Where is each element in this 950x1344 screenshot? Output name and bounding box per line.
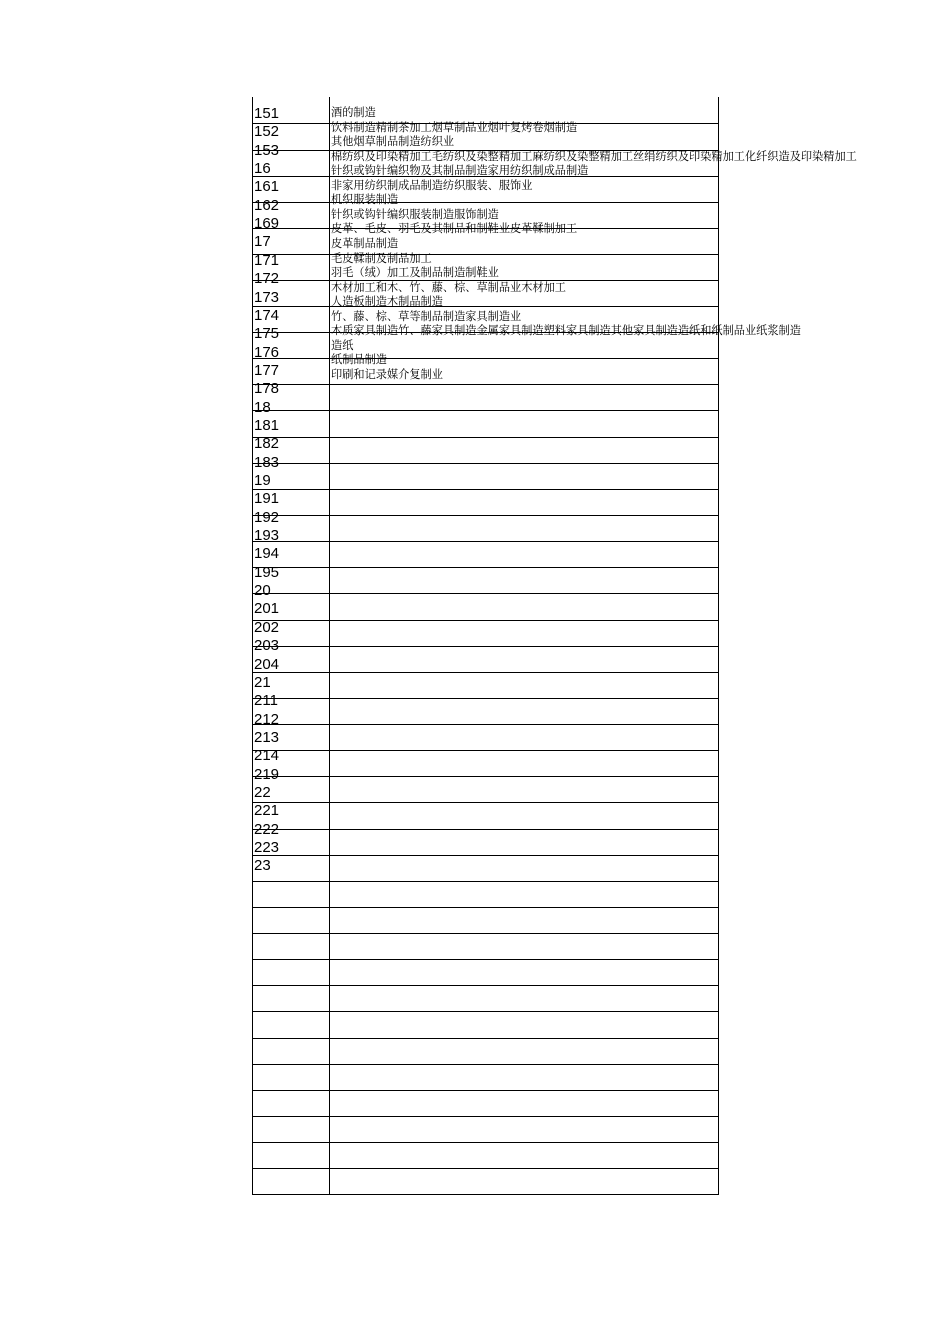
row-divider — [252, 750, 719, 751]
row-divider — [252, 463, 719, 464]
column-divider — [718, 97, 719, 1195]
row-divider — [252, 881, 719, 882]
industry-code: 17 — [254, 233, 271, 251]
row-divider — [252, 384, 719, 385]
row-divider — [252, 567, 719, 568]
row-divider — [252, 489, 719, 490]
industry-description: 纸制品制造 — [331, 353, 387, 367]
industry-description: 皮革、毛皮、羽毛及其制品和制鞋业皮革鞣制加工 — [331, 222, 578, 236]
row-divider — [252, 1142, 719, 1143]
row-divider — [252, 1038, 719, 1039]
row-divider — [252, 515, 719, 516]
industry-code: 175 — [254, 325, 280, 343]
industry-code: 151 — [254, 105, 280, 122]
industry-code: 172 — [254, 270, 280, 288]
industry-description: 造纸 — [331, 338, 354, 352]
industry-code: 152 — [254, 123, 280, 141]
industry-description: 印刷和记录媒介复制业 — [331, 367, 443, 381]
industry-code: 19 — [254, 472, 271, 489]
industry-description: 皮革制品制造 — [331, 236, 399, 250]
row-divider — [252, 802, 719, 803]
industry-description: 毛皮鞣制及制品加工 — [331, 251, 432, 265]
industry-code: 161 — [254, 178, 280, 196]
industry-code: 219 — [254, 765, 280, 783]
row-divider — [252, 1064, 719, 1065]
industry-description: 棉纺织及印染精加工毛纺织及染整精加工麻纺织及染整精加工丝绢纺织及印染精加工化纤织造及印染精加工 — [331, 149, 857, 163]
row-divider — [252, 1194, 719, 1195]
industry-code: 178 — [254, 380, 280, 398]
industry-code: 212 — [254, 710, 280, 728]
row-divider — [252, 410, 719, 411]
industry-code: 162 — [254, 196, 280, 214]
row-divider — [252, 1011, 719, 1012]
industry-description: 机织服装制造 — [331, 193, 399, 207]
industry-code: 191 — [254, 490, 280, 508]
row-divider — [252, 1168, 719, 1169]
industry-code: 18 — [254, 398, 271, 416]
industry-code: 183 — [254, 453, 280, 471]
industry-code: 192 — [254, 508, 280, 526]
industry-code: 176 — [254, 343, 280, 361]
industry-code: 193 — [254, 527, 280, 545]
industry-description: 羽毛（绒）加工及制品制造制鞋业 — [331, 266, 499, 280]
industry-code: 21 — [254, 673, 271, 691]
industry-code: 195 — [254, 563, 280, 581]
industry-code: 222 — [254, 820, 280, 838]
row-divider — [252, 959, 719, 960]
row-divider — [252, 358, 719, 359]
row-divider — [252, 593, 719, 594]
row-divider — [252, 855, 719, 856]
row-divider — [252, 907, 719, 908]
industry-code: 201 — [254, 600, 280, 618]
row-divider — [252, 985, 719, 986]
industry-code: 169 — [254, 215, 280, 233]
industry-code: 182 — [254, 435, 280, 453]
industry-code: 213 — [254, 728, 280, 746]
row-divider — [252, 724, 719, 725]
column-divider — [329, 97, 330, 1195]
industry-code: 20 — [254, 582, 271, 600]
column-divider — [252, 97, 253, 1195]
industry-description: 酒的制造 — [331, 106, 376, 119]
industry-code: 204 — [254, 655, 280, 673]
row-divider — [252, 1090, 719, 1091]
industry-description: 非家用纺织制成品制造纺织服装、服饰业 — [331, 178, 533, 192]
industry-description: 饮料制造精制茶加工烟草制品业烟叶复烤卷烟制造 — [331, 120, 578, 134]
industry-description: 针织或钩针编织物及其制品制造家用纺织制成品制造 — [331, 164, 589, 178]
row-divider — [252, 672, 719, 673]
row-divider — [252, 437, 719, 438]
industry-code: 211 — [254, 692, 278, 710]
row-divider — [252, 698, 719, 699]
industry-code: 214 — [254, 747, 280, 765]
row-divider — [252, 829, 719, 830]
row-divider — [252, 202, 719, 203]
row-divider — [252, 1116, 719, 1117]
row-divider — [252, 254, 719, 255]
industry-code: 221 — [254, 802, 280, 820]
industry-code: 181 — [254, 416, 280, 434]
industry-code: 194 — [254, 545, 280, 563]
industry-description: 针织或钩针编织服装制造服饰制造 — [331, 207, 499, 221]
industry-code: 173 — [254, 288, 280, 306]
industry-code: 223 — [254, 839, 280, 856]
row-divider — [252, 620, 719, 621]
row-divider — [252, 776, 719, 777]
industry-code: 171 — [254, 251, 280, 269]
row-divider — [252, 306, 719, 307]
row-divider — [252, 933, 719, 934]
industry-code: 153 — [254, 141, 280, 159]
industry-code: 202 — [254, 618, 280, 636]
industry-description: 竹、藤、棕、草等制品制造家具制造业 — [331, 309, 522, 323]
industry-description: 其他烟草制品制造纺织业 — [331, 135, 455, 149]
industry-description: 木质家具制造竹、藤家具制造金属家具制造塑料家具制造其他家具制造造纸和纸制品业纸浆制造 — [331, 324, 801, 338]
industry-code: 22 — [254, 783, 271, 801]
industry-code: 23 — [254, 857, 271, 875]
industry-description: 人造板制造木制品制造 — [331, 295, 443, 309]
industry-code: 203 — [254, 637, 280, 655]
industry-code: 174 — [254, 306, 280, 324]
industry-code: 177 — [254, 361, 280, 379]
row-divider — [252, 646, 719, 647]
row-divider — [252, 541, 719, 542]
industry-code: 16 — [254, 160, 271, 178]
industry-description: 木材加工和木、竹、藤、棕、草制品业木材加工 — [331, 280, 566, 294]
